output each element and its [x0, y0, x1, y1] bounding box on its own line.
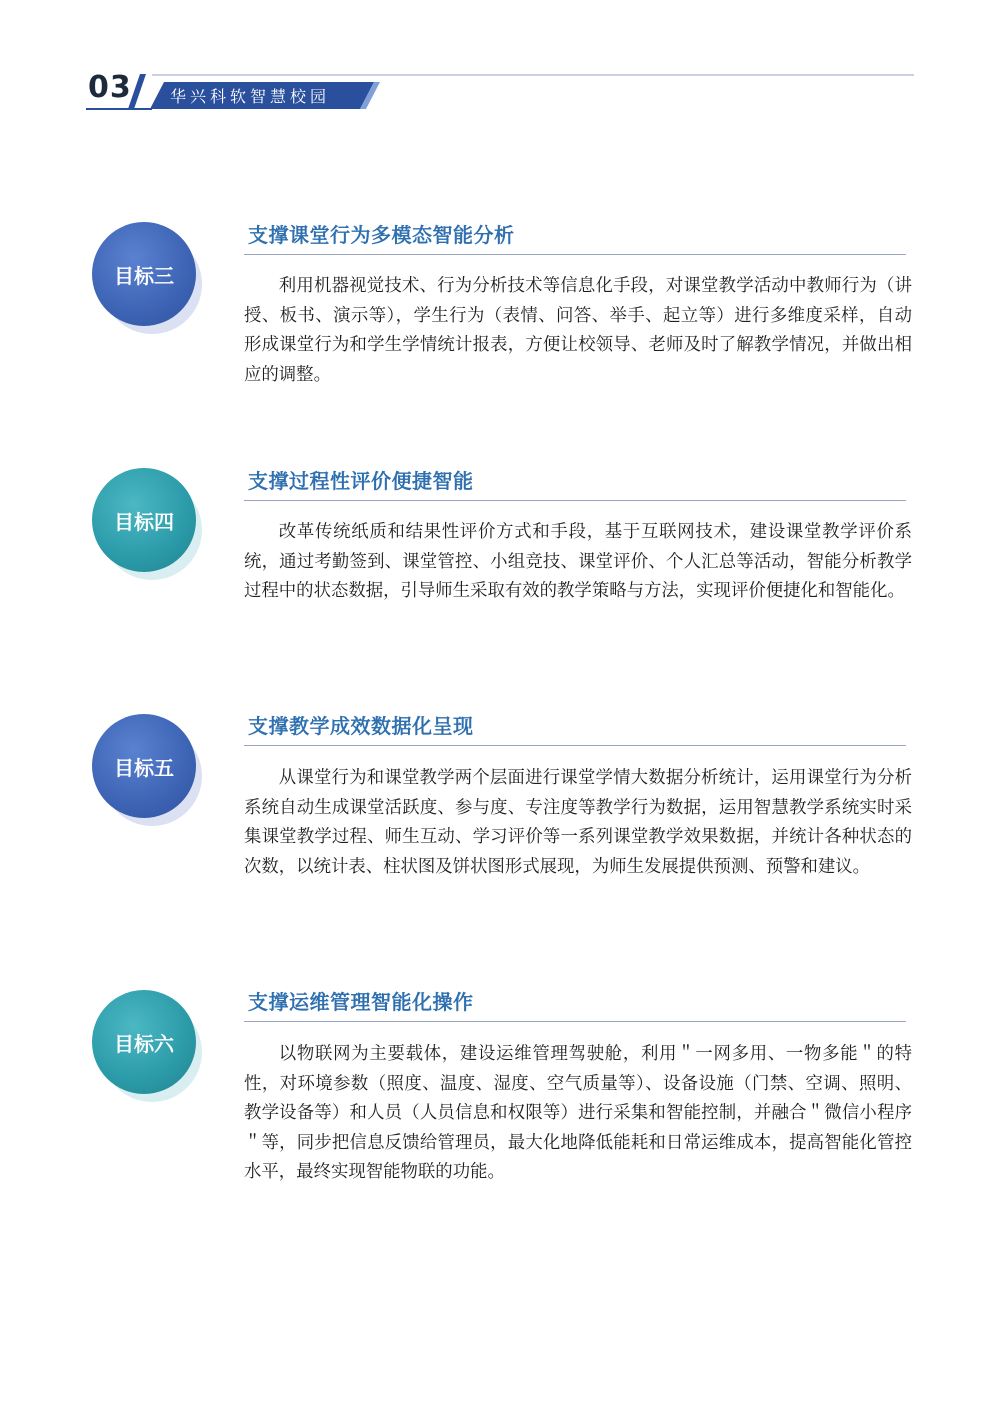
section-divider [244, 500, 906, 501]
page-header [0, 0, 1000, 130]
section-title: 支撑课堂行为多模态智能分析 [248, 223, 515, 247]
section-divider [244, 1021, 906, 1022]
goal-badge-6 [92, 990, 204, 1102]
section-divider [244, 254, 906, 255]
section-title: 支撑教学成效数据化呈现 [248, 714, 474, 738]
badge-label: 目标六 [92, 990, 196, 1094]
goal-badge-5 [92, 714, 204, 826]
section-divider [244, 745, 906, 746]
badge-label: 目标五 [92, 714, 196, 818]
section-title: 支撑过程性评价便捷智能 [248, 469, 474, 493]
badge-label: 目标三 [92, 222, 196, 326]
page-number: 03 [88, 70, 132, 105]
header-decoration [0, 0, 1000, 130]
brand-title: 华兴科软智慧校园 [170, 87, 331, 106]
section-body: 改革传统纸质和结果性评价方式和手段，基于互联网技术，建设课堂教学评价系统，通过考勤签到、课堂管控、小组竞技、课堂评价、个人汇总等活动，智能分析教学过程中的状态数据，引导师生采取有效的教学策略与方法，实现评价便捷化和智能化。 [244, 522, 912, 602]
section-body: 以物联网为主要载体，建设运维管理驾驶舱，利用＂一网多用、一物多能＂的特性，对环境参数（照度、温度、湿度、空气质量等）、设备设施（门禁、空调、照明、教学设备等）和人员（人员信息和权限等）进行采集和智能控制，并融合＂微信小程序＂等，同步把信息反馈给管理员，最大化地降低能耗和日常运维成本，提高智能化管控水平，最终实现智能物联的功能。 [244, 1044, 912, 1183]
badge-label: 目标四 [92, 468, 196, 572]
section-title: 支撑运维管理智能化操作 [248, 990, 474, 1014]
goal-badge-3 [92, 222, 204, 334]
section-body: 利用机器视觉技术、行为分析技术等信息化手段，对课堂教学活动中教师行为（讲授、板书、演示等），学生行为（表情、问答、举手、起立等）进行多维度采样，自动形成课堂行为和学生学情统计报表，方便让校领导、老师及时了解教学情况，并做出相应的调整。 [244, 276, 912, 385]
goal-badge-4 [92, 468, 204, 580]
section-body: 从课堂行为和课堂教学两个层面进行课堂学情大数据分析统计，运用课堂行为分析系统自动生成课堂活跃度、参与度、专注度等教学行为数据，运用智慧教学系统实时采集课堂教学过程、师生互动、学习评价等一系列课堂教学效果数据，并统计各种状态的次数，以统计表、柱状图及饼状图形式展现，为师生发展提供预测、预警和建议。 [244, 768, 912, 877]
